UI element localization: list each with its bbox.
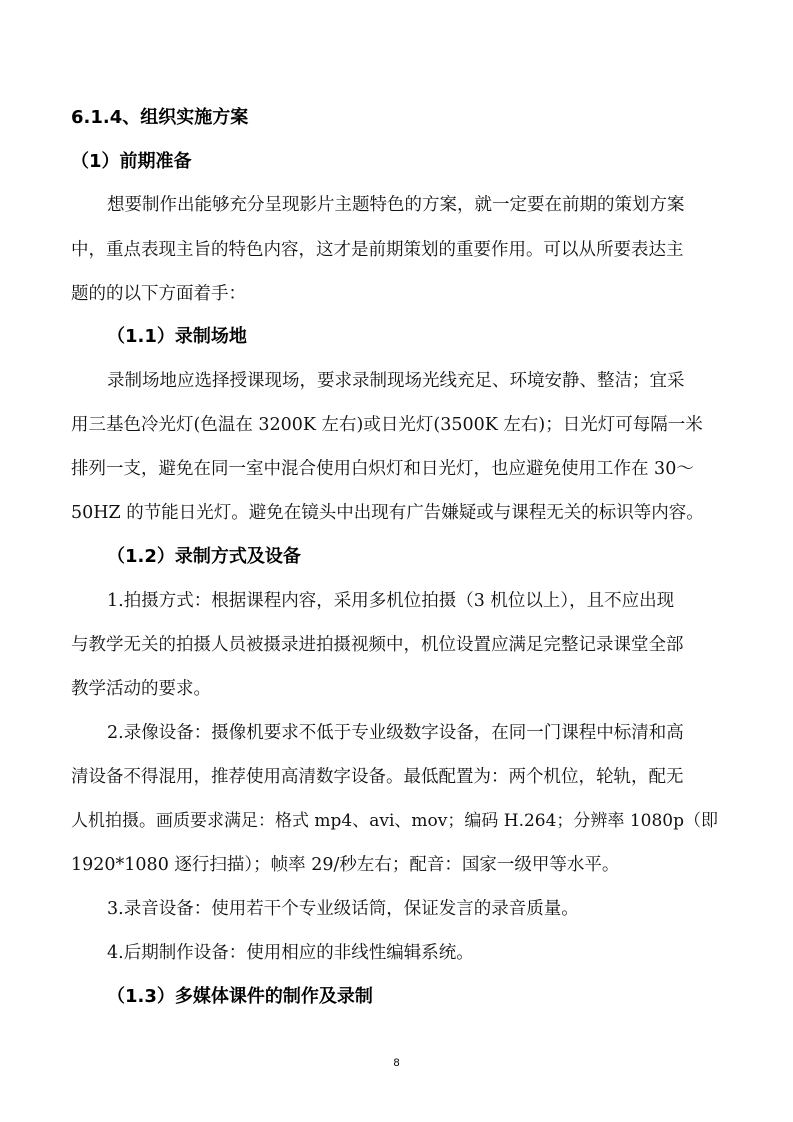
prep-para-line-3: 题的的以下方面着手： — [71, 284, 246, 304]
method-item3: 3.录音设备：使用若干个专业级话筒，保证发言的录音质量。 — [107, 899, 579, 919]
venue-para-line-3: 排列一支，避免在同一室中混合使用白炽灯和日光灯，也应避免使用工作在 30～ — [71, 459, 694, 479]
method-item2-line-4: 1920*1080 逐行扫描）；帧率 29/秒左右；配音：国家一级甲等水平。 — [71, 855, 620, 875]
method-item1-line-2: 与教学无关的拍摄人员被摄录进拍摄视频中，机位设置应满足完整记录课堂全部 — [71, 635, 684, 655]
venue-para-line-2: 用三基色冷光灯(色温在 3200K 左右)或日光灯(3500K 左右)；日光灯可每隔一米 — [71, 415, 703, 435]
heading-venue: （1.1）录制场地 — [107, 326, 247, 347]
prep-para-line-2: 中，重点表现主旨的特色内容，这才是前期策划的重要作用。可以从所要表达主 — [71, 240, 684, 260]
heading-method: （1.2）录制方式及设备 — [107, 546, 301, 567]
venue-para-line-4: 50HZ 的节能日光灯。避免在镜头中出现有广告嫌疑或与课程无关的标识等内容。 — [71, 503, 704, 523]
heading-multimedia: （1.3）多媒体课件的制作及录制 — [107, 986, 373, 1007]
section-title: 6.1.4、组织实施方案 — [71, 107, 249, 128]
method-item1-line-1: 1.拍摄方式：根据课程内容，采用多机位拍摄（3 机位以上），且不应出现 — [107, 591, 675, 611]
method-item2-line-3: 人机拍摄。画质要求满足：格式 mp4、avi、mov；编码 H.264；分辨率 1080p（即 — [71, 811, 718, 831]
page-number: 8 — [393, 1057, 400, 1069]
method-item4: 4.后期制作设备：使用相应的非线性编辑系统。 — [107, 943, 474, 963]
method-item1-line-3: 教学活动的要求。 — [71, 679, 211, 699]
prep-para-line-1: 想要制作出能够充分呈现影片主题特色的方案，就一定要在前期的策划方案 — [107, 195, 685, 215]
method-item2-line-1: 2.录像设备：摄像机要求不低于专业级数字设备，在同一门课程中标清和高 — [107, 723, 684, 743]
venue-para-line-1: 录制场地应选择授课现场，要求录制现场光线充足、环境安静、整洁；宜采 — [107, 371, 685, 391]
method-item2-line-2: 清设备不得混用，推荐使用高清数字设备。最低配置为：两个机位，轮轨，配无 — [71, 767, 684, 787]
heading-prep: （1）前期准备 — [71, 151, 192, 172]
